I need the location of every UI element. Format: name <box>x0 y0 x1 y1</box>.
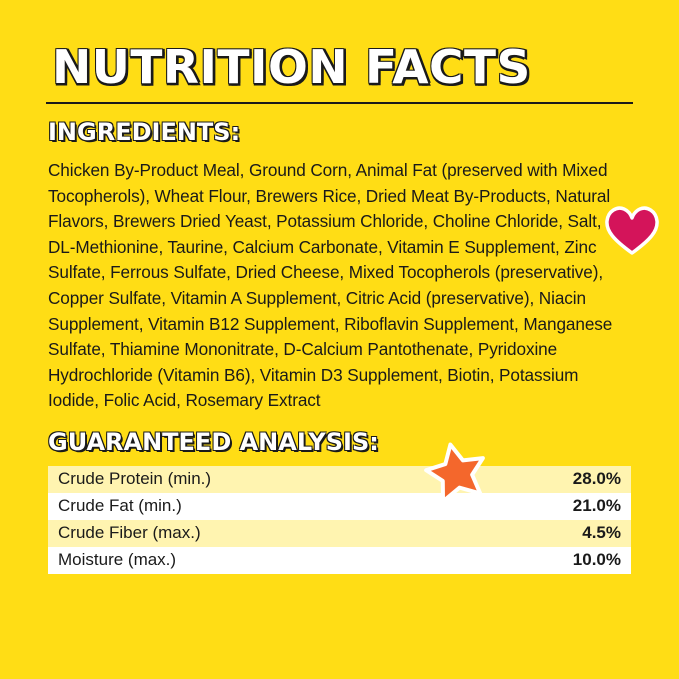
nutrient-value: 28.0% <box>572 469 621 489</box>
guaranteed-analysis-heading: GUARANTEED ANALYSIS: <box>48 427 379 456</box>
table-row <box>48 520 631 547</box>
table-row <box>48 466 631 493</box>
ingredients-text: Chicken By-Product Meal, Ground Corn, Animal Fat (preserved with Mixed Tocopherols), Wheat Flour, Brewers Rice, Dried Meat By-Products, Natural Flavors, Brewers Dried Yeast, Potassium Chloride, Choline Chloride, Salt, DL-Methionine, Taurine, Calcium Carbonate, Vitamin E Supplement, Zinc Sulfate, Ferrous Sulfate, Dried Cheese, Mixed Tocopherols (preservative), Copper Sulfate, Vitamin A Supplement, Citric Acid (preservative), Niacin Supplement, Vitamin B12 Supplement, Riboflavin Supplement, Manganese Sulfate, Thiamine Mononitrate, D-Calcium Pantothenate, Pyridoxine Hydrochloride (Vitamin B6), Vitamin D3 Supplement, Biotin, Potassium Iodide, Folic Acid, Rosemary Extract <box>48 160 613 411</box>
nutrient-label: Crude Fiber (max.) <box>58 523 201 543</box>
star-icon <box>424 440 488 502</box>
nutrient-value: 21.0% <box>572 496 621 516</box>
nutrient-label: Moisture (max.) <box>58 550 177 570</box>
nutrient-value: 10.0% <box>572 550 621 570</box>
guaranteed-analysis-table <box>48 466 631 574</box>
table-row <box>48 493 631 520</box>
nutrient-label: Crude Fat (min.) <box>58 496 182 516</box>
page-title: NUTRITION FACTS <box>52 40 531 94</box>
title-divider <box>46 102 633 104</box>
ingredients-heading: INGREDIENTS: <box>48 118 241 146</box>
nutrient-label: Crude Protein (min.) <box>58 469 212 489</box>
table-row <box>48 547 631 574</box>
guaranteed-analysis-table-wrap <box>48 466 631 574</box>
nutrient-value: 4.5% <box>582 523 621 543</box>
heart-icon <box>604 204 660 256</box>
